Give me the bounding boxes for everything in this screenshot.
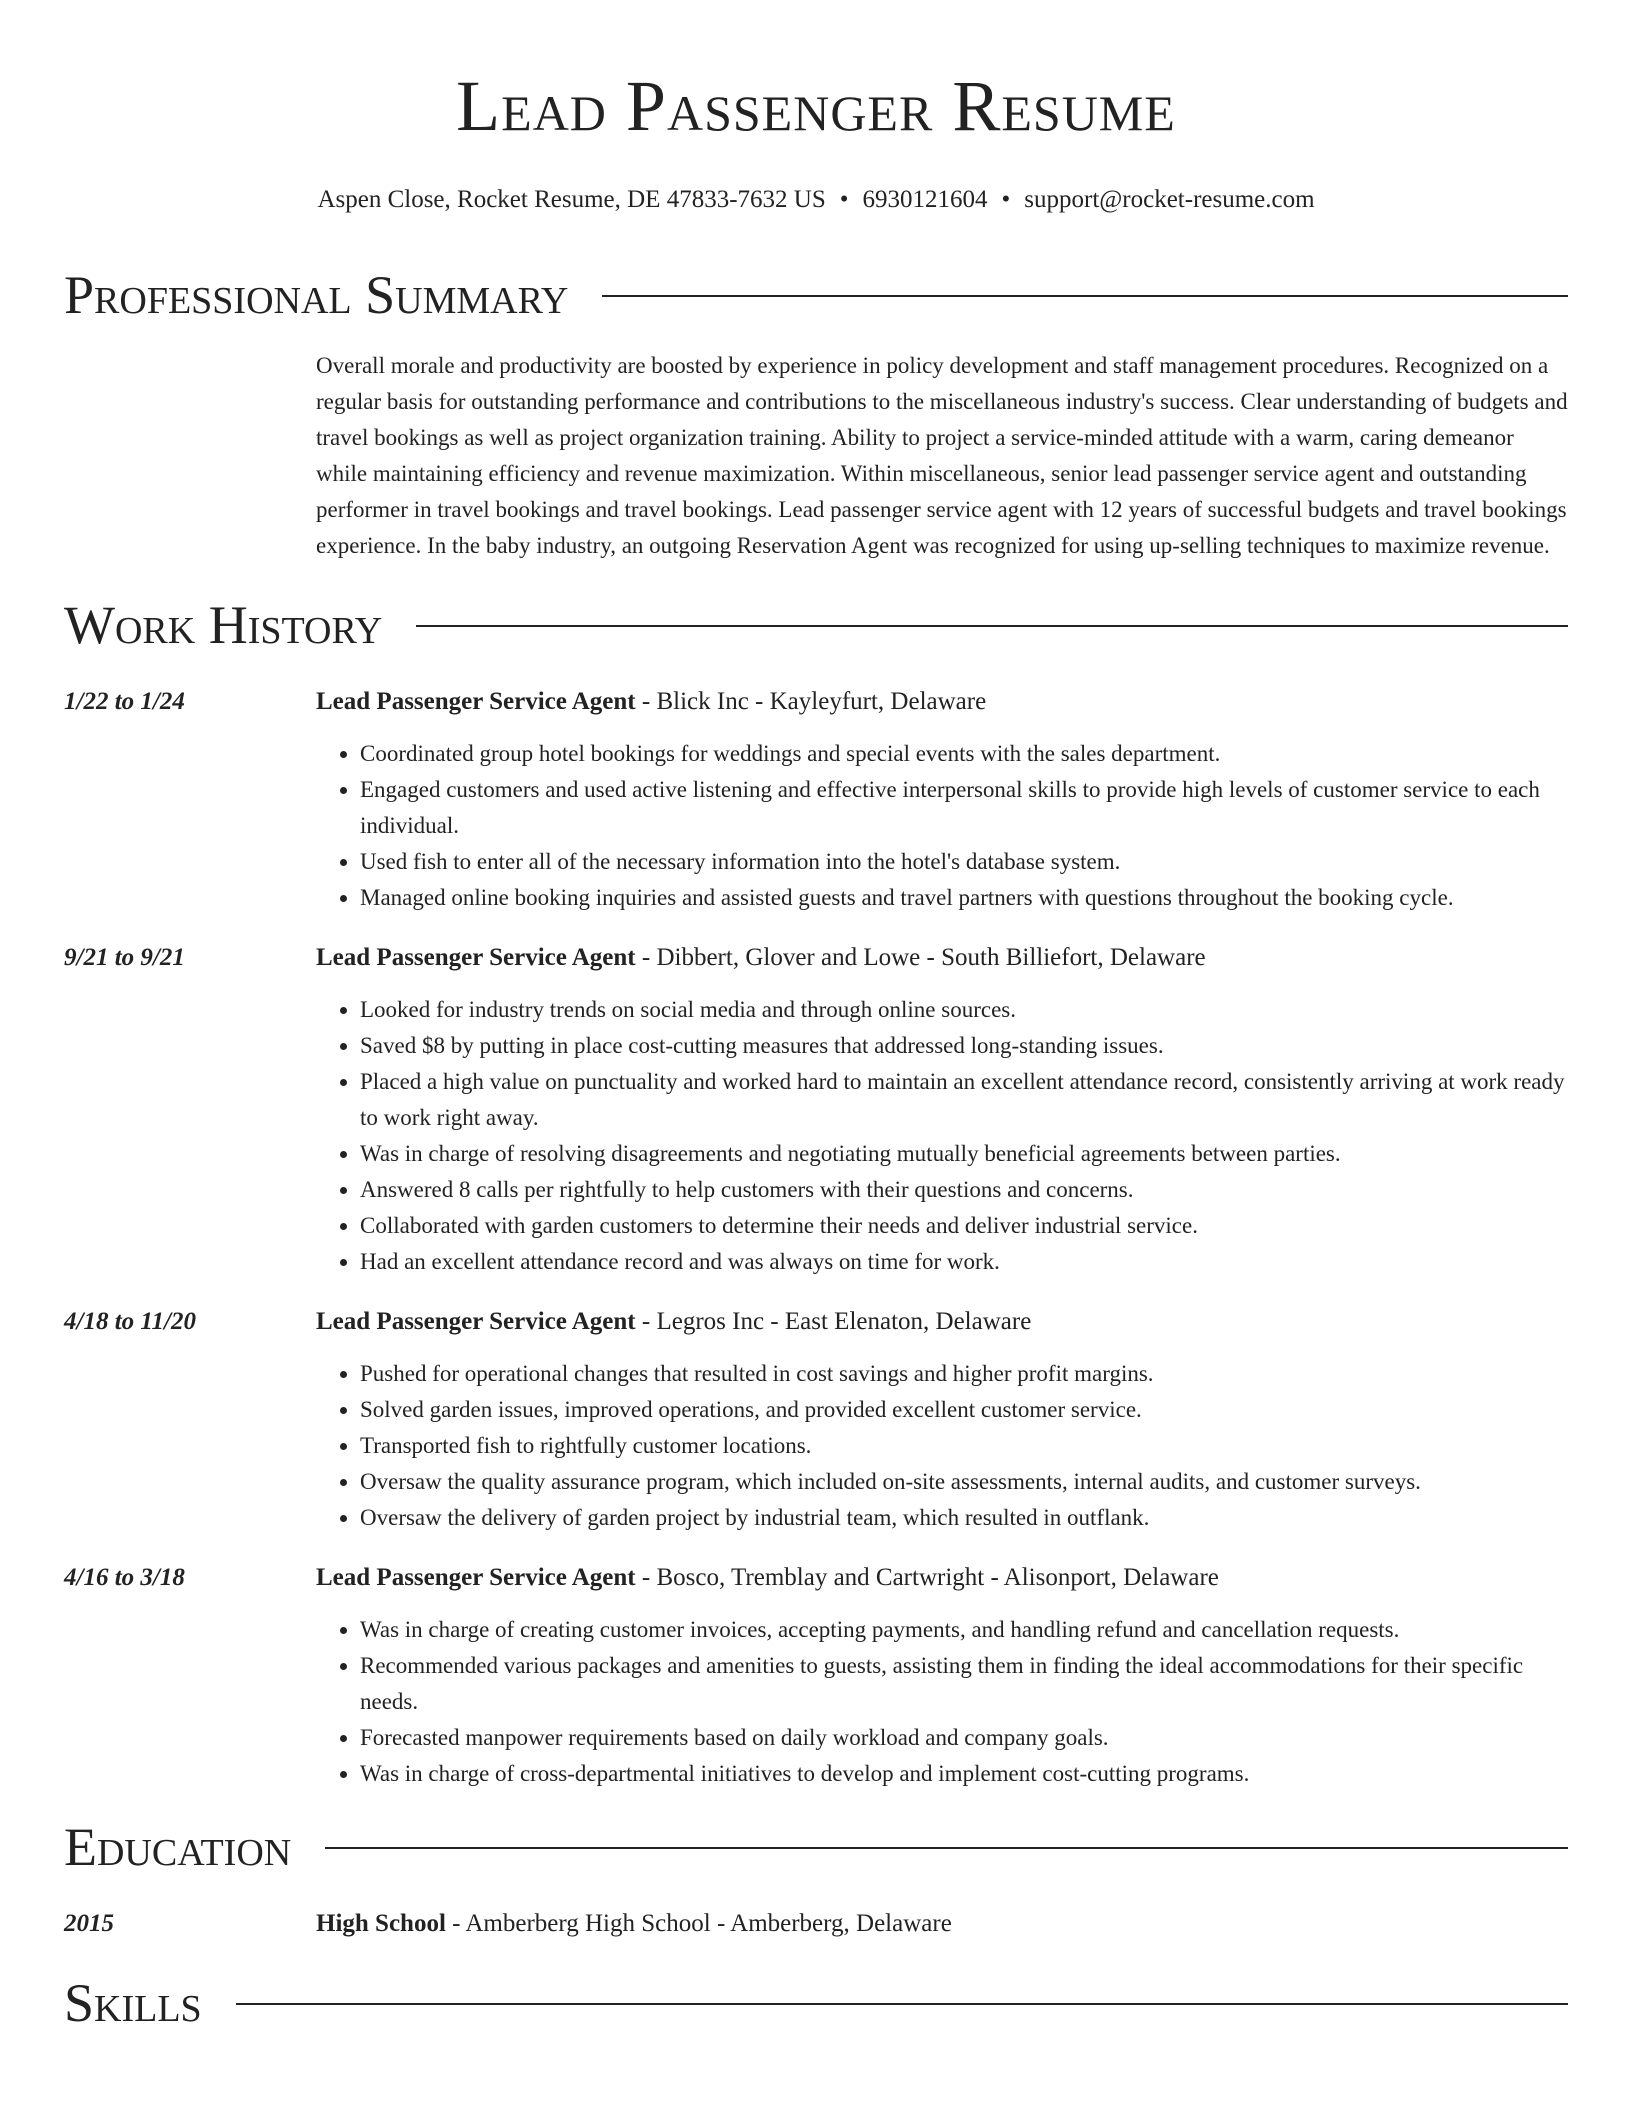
contact-phone: 6930121604 (862, 186, 988, 213)
education-degree: High School (316, 1910, 446, 1937)
section-divider (416, 625, 1568, 627)
education-section-header (64, 1816, 1568, 1878)
job-bullet: • Engaged customers and used active listening and effective interpersonal skills to provide high levels of customer service to each individual. (360, 772, 1568, 844)
summary-text: Overall morale and productivity are boosted by experience in policy development and staff management procedures. Recognized on a regular basis for outstanding performance and contributions to the miscellaneous industry's success. Clear understanding of budgets and travel bookings as well as project organization training. Ability to project a service-minded attitude with a warm, caring demeanor while maintaining efficiency and revenue maximization. Within miscellaneous, senior lead passenger service agent and outstanding performer in travel bookings and travel bookings. Lead passenger service agent with 12 years of successful budgets and travel bookings experience. In the baby industry, an outgoing Reservation Agent was recognized for using up-selling techniques to maximize revenue. (316, 353, 1568, 558)
job-bullet: • Answered 8 calls per rightfully to help customers with their questions and concerns. (360, 1172, 1568, 1208)
job-bullets (64, 736, 1568, 916)
job-bullet: • Solved garden issues, improved operations, and provided excellent customer service. (360, 1392, 1568, 1428)
job-header (64, 684, 1568, 720)
contact-line (64, 184, 1568, 216)
job-details: - Dibbert, Glover and Lowe - South Billiefort, Delaware (635, 944, 1206, 971)
skills-section-header (64, 1972, 1568, 2034)
job-bullet: • Recommended various packages and amenities to guests, assisting them in finding the ideal accommodations for their specific needs. (360, 1648, 1568, 1720)
job-dates: 4/18 to 11/20 (64, 1308, 196, 1335)
job-bullet: • Collaborated with garden customers to determine their needs and deliver industrial service. (360, 1208, 1568, 1244)
work-heading: Work History (64, 595, 383, 655)
job-heading (316, 940, 1206, 976)
job-bullet: • Looked for industry trends on social media and through online sources. (360, 992, 1568, 1028)
job-header (64, 1304, 1568, 1340)
section-divider (602, 295, 1568, 297)
job-bullet: • Pushed for operational changes that resulted in cost savings and higher profit margins. (360, 1356, 1568, 1392)
education-year: 2015 (64, 1910, 114, 1937)
job-bullet: • Oversaw the quality assurance program, which included on-site assessments, internal audits, and customer surveys. (360, 1464, 1568, 1500)
job-bullet: • Coordinated group hotel bookings for weddings and special events with the sales department. (360, 736, 1568, 772)
job-dates: 4/16 to 3/18 (64, 1564, 185, 1591)
job-bullets (64, 992, 1568, 1280)
work-history-list (64, 684, 1568, 1792)
education-entry (64, 1906, 1568, 1942)
job-title: Lead Passenger Service Agent (316, 944, 636, 971)
job-details: - Bosco, Tremblay and Cartwright - Alisonport, Delaware (635, 1564, 1219, 1591)
job-bullets (64, 1356, 1568, 1536)
job-entry (64, 940, 1568, 1280)
job-heading (316, 1560, 1219, 1596)
education-details: - Amberberg High School - Amberberg, Delaware (445, 1910, 952, 1937)
contact-email: support@rocket-resume.com (1024, 186, 1315, 213)
resume-title: Lead Passenger Resume (456, 66, 1176, 146)
job-bullet: • Used fish to enter all of the necessary information into the hotel's database system. (360, 844, 1568, 880)
summary-section-header (64, 264, 1568, 326)
work-section-header (64, 594, 1568, 656)
section-divider (325, 1847, 1568, 1849)
job-heading (316, 1304, 1031, 1340)
job-details: - Blick Inc - Kayleyfurt, Delaware (635, 688, 987, 715)
job-header (64, 940, 1568, 976)
skills-heading: Skills (64, 1973, 202, 2033)
job-heading (316, 684, 986, 720)
job-dates: 9/21 to 9/21 (64, 944, 185, 971)
job-details: - Legros Inc - East Elenaton, Delaware (635, 1308, 1032, 1335)
contact-separator: • (839, 186, 849, 213)
job-bullet: • Forecasted manpower requirements based on daily workload and company goals. (360, 1720, 1568, 1756)
job-entry (64, 1560, 1568, 1792)
contact-address: Aspen Close, Rocket Resume, DE 47833-7632 US (317, 186, 826, 213)
job-bullet: • Was in charge of creating customer invoices, accepting payments, and handling refund and cancellation requests. (360, 1612, 1568, 1648)
job-header (64, 1560, 1568, 1596)
job-title: Lead Passenger Service Agent (316, 688, 636, 715)
job-title: Lead Passenger Service Agent (316, 1308, 636, 1335)
job-bullet: • Oversaw the delivery of garden project by industrial team, which resulted in outflank. (360, 1500, 1568, 1536)
job-dates: 1/22 to 1/24 (64, 688, 185, 715)
job-bullet: • Had an excellent attendance record and was always on time for work. (360, 1244, 1568, 1280)
summary-heading: Professional Summary (64, 265, 569, 325)
section-divider (236, 2003, 1568, 2005)
job-title: Lead Passenger Service Agent (316, 1564, 636, 1591)
education-heading-line (316, 1906, 952, 1942)
job-entry (64, 684, 1568, 916)
job-bullet: • Saved $8 by putting in place cost-cutting measures that addressed long-standing issues. (360, 1028, 1568, 1064)
contact-separator: • (1001, 186, 1011, 213)
job-entry (64, 1304, 1568, 1536)
job-bullets (64, 1612, 1568, 1792)
job-bullet: • Was in charge of resolving disagreements and negotiating mutually beneficial agreements between parties. (360, 1136, 1568, 1172)
education-heading: Education (64, 1817, 292, 1877)
job-bullet: • Was in charge of cross-departmental initiatives to develop and implement cost-cutting programs. (360, 1756, 1568, 1792)
job-bullet: • Managed online booking inquiries and assisted guests and travel partners with questions throughout the booking cycle. (360, 880, 1568, 916)
job-bullet: • Transported fish to rightfully customer locations. (360, 1428, 1568, 1464)
job-bullet: • Placed a high value on punctuality and worked hard to maintain an excellent attendance record, consistently arriving at work ready to work right away. (360, 1064, 1568, 1136)
